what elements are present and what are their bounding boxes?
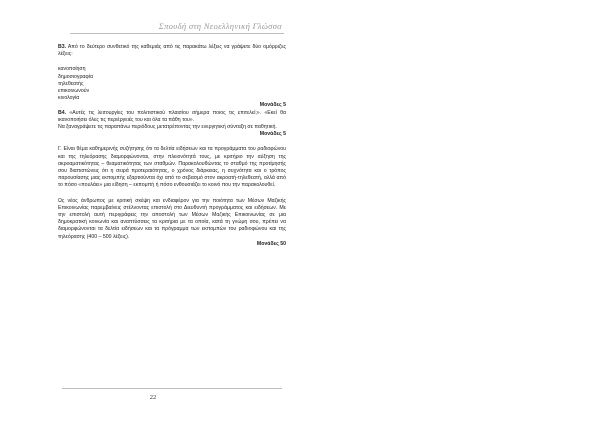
page-number: 22 [149, 394, 157, 401]
paragraph-gap [58, 190, 286, 198]
gamma-paragraph-1 [58, 146, 286, 189]
footer-divider [62, 388, 282, 389]
b3-word-list [58, 66, 286, 102]
word-item: επικοινωνούν [58, 88, 90, 95]
word-item: δημοσιογραφία [58, 73, 93, 80]
b3-label: Β3. [58, 44, 67, 50]
gamma-points: Μονάδες 50 [256, 240, 286, 247]
b4-quote: «Αυτές τις λειτουργίες του πολιτιστικού πλαισίου σήμερα ποιος τις επιτελεί;». «Εκεί θα ικανοποιήσει όλες τις περιέργειές του και όλα τα πάθη του». [58, 109, 286, 123]
word-item: κινολογία [58, 95, 80, 102]
gamma-text-1: Είναι θέμα καθημερινής συζήτησης ότι τα δελτία ειδήσεων και τα προγράμματα του ραδιοφώνου και της τηλεόρασης διαμορφώνονται, στην πλειονότητά τους, με κριτήριο την αύξηση της ακροαματικότητας – θεαματικότητας των σταθμών. Παρακολουθώντας το σταθμό της προτίμησής σου διαπιστώνεις ότι η σειρά προτεραιότητας, ο χρόνος διάρκειας, η συχνότητα και ο τρόπος παρουσίασης μιας εκπομπής εξαρτιούνται όχι από το σεβασμό στον ακροατή-τηλεθεατή, αλλά από το πόσο «πουλάει» μια είδηση – εκπομπή ή πόσο ενθουσιάζει το κοινό που την παρακολουθεί. [58, 146, 287, 189]
b4-label: Β4. [58, 109, 67, 116]
header-divider [70, 33, 284, 34]
word-item: κανοποίηση [58, 66, 86, 73]
gamma-paragraph-2: Ως νέος άνθρωπος με κριτική σκέψη και ενδιαφέρον για την ποιότητα των Μέσων Μαζικής Επικοινωνίας παρεμβαίνεις στέλνοντας επιστολή στο Διευθυντή προγράμματος και ειδήσεων. Με την επιστολή αυτή περιγράφεις την αποστολή των Μέσων Μαζικής Επικοινωνίας σε μια δημοκρατική κοινωνία και αναπτύσσεις τα κριτήρια με τα οποία, κατά τη γνώμη σου, πρέπει να διαμορφώνονται τα δελτία ειδήσεων και τα πρόγραμμα των εκπομπών του ραδιοφώνου και της τηλεόρασης (400 – 500 λέξεις). [58, 197, 286, 240]
running-header-title: Σπουδή στη Νεοελληνική Γλώσσα [158, 21, 282, 31]
b4-instruction: Να ξαναγράψετε τις παραπάνω περιόδους μετατρέποντας την ενεργητική σύνταξη σε παθητική. [58, 124, 277, 131]
b3-question [58, 44, 286, 58]
b4-points: Μονάδες 5 [259, 131, 286, 138]
page-content [58, 44, 286, 248]
word-item: τηλεθεατής [58, 80, 84, 87]
gamma-label: Γ. [58, 146, 62, 153]
b4-question [58, 110, 286, 124]
b3-points: Μονάδες 5 [259, 102, 286, 109]
b3-instruction: Από το δεύτερο συνθετικό της καθεμιάς από τις παρακάτω λέξεις να γράψετε δύο ομόρριζες λέξεις: [58, 44, 287, 58]
